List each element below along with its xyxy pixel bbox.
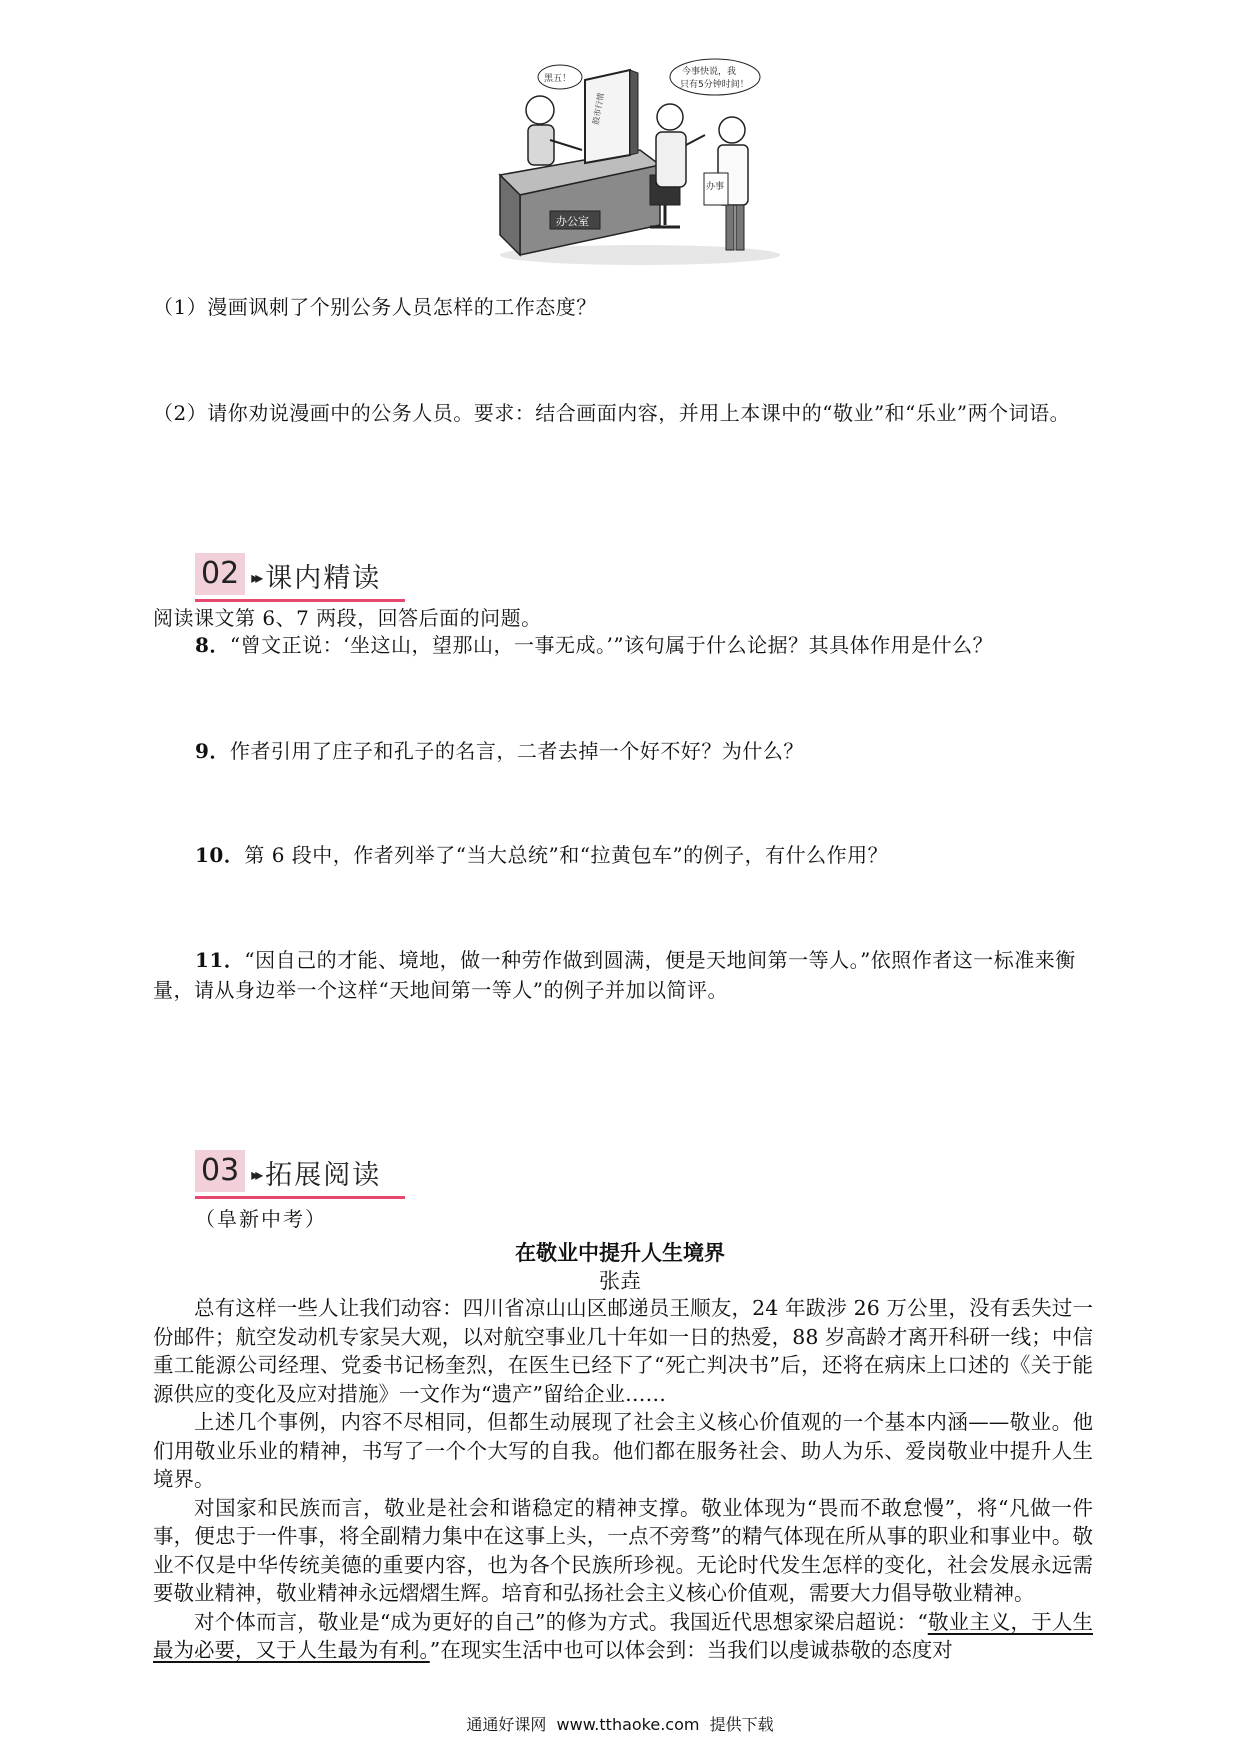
section-03-title: 拓展阅读 bbox=[265, 1160, 382, 1191]
article-body bbox=[153, 1294, 1093, 1665]
question-10 bbox=[195, 840, 1095, 870]
section-02-number: 02 bbox=[195, 553, 245, 595]
bubble-right-line2: 只有5分钟时间！ bbox=[680, 80, 749, 90]
section-02-header bbox=[195, 553, 405, 602]
question-9-text: 作者引用了庄子和孔子的名言，二者去掉一个好不好？为什么？ bbox=[229, 739, 804, 763]
question-2: （2）请你劝说漫画中的公务人员。要求：结合画面内容，并用上本课中的“敬业”和“乐业”两个词语。 bbox=[153, 401, 1071, 425]
arrow-icon: ▸▸ bbox=[251, 1165, 260, 1184]
question-10-number: 10． bbox=[195, 843, 245, 867]
bubble-right-line1: 今事快说，我 bbox=[682, 67, 737, 77]
question-9-number: 9． bbox=[195, 739, 230, 763]
liang-qichao-quote: 敬业主义，于人生最为必要，又于人生最为有利。 bbox=[153, 1609, 1093, 1662]
article-paragraph-3: 对国家和民族而言，敬业是社会和谐稳定的精神支撑。敬业体现为“畏而不敢怠慢”，将“凡做一件事，便忠于一件事，将全副精力集中在这事上头，一点不旁骛”的精气体现在所从事的职业和事业中。敬业不仅是中华传统美德的重要内容，也为各个民族所珍视。无论时代发生怎样的变化，社会发展永远需要敬业精神，敬业精神永远熠熠生辉。培育和弘扬社会主义核心价值观，需要大力倡导敬业精神。 bbox=[153, 1495, 1093, 1605]
cartoon-illustration bbox=[490, 55, 780, 270]
page-footer: 通通好课网 www.tthaoke.com 提供下载 bbox=[466, 1715, 774, 1734]
question-8-text: “曾文正说：‘坐这山，望那山，一事无成。’”该句属于什么论据？其具体作用是什么？ bbox=[229, 633, 994, 657]
screen-text: 股市行情 bbox=[591, 92, 606, 126]
section-03-number: 03 bbox=[195, 1150, 245, 1192]
question-11 bbox=[153, 945, 1098, 1005]
arrow-icon: ▸▸ bbox=[251, 568, 260, 587]
paper-label: 办事 bbox=[706, 182, 725, 192]
question-8 bbox=[195, 630, 1095, 660]
article-paragraph-4 bbox=[153, 1608, 1093, 1665]
paragraph-4-lead: 对个体而言，敬业是“成为更好的自己”的修为方式。我国近代思想家梁启超说：“ bbox=[194, 1609, 928, 1634]
section-02-intro: 阅读课文第 6、7 两段，回答后面的问题。 bbox=[153, 606, 542, 630]
section-02-title: 课内精读 bbox=[265, 563, 382, 594]
bubble-left-text: 黑五！ bbox=[544, 74, 572, 84]
question-11-number: 11． bbox=[195, 948, 245, 972]
source-note: （阜新中考） bbox=[195, 1207, 327, 1231]
question-9 bbox=[195, 736, 1095, 766]
section-03-header bbox=[195, 1150, 405, 1199]
question-8-number: 8． bbox=[195, 633, 230, 657]
question-10-text: 第 6 段中，作者列举了“当大总统”和“拉黄包车”的例子，有什么作用？ bbox=[244, 843, 889, 867]
paragraph-4-tail: ”在现实生活中也可以体会到：当我们以虔诚恭敬的态度对 bbox=[429, 1638, 953, 1662]
desk-label: 办公室 bbox=[556, 215, 589, 228]
article-author: 张垚 bbox=[599, 1269, 641, 1293]
question-11-text: “因自己的才能、境地，做一种劳作做到圆满，便是天地间第一等人。”依照作者这一标准来衡量，请从身边举一个这样“天地间第一等人”的例子并加以简评。 bbox=[153, 948, 1076, 1002]
article-paragraph-1: 总有这样一些人让我们动容：四川省凉山山区邮递员王顺友，24 年跋涉 26 万公里，没有丢失过一份邮件；航空发动机专家吴大观，以对航空事业几十年如一日的热爱，88 岁高龄才离开科研一线；中信重工能源公司经理、党委书记杨奎烈，在医生已经下了“死亡判决书”后，还将在病床上口述的《关于能源供应的变化及应对措施》一文作为“遗产”留给企业…… bbox=[153, 1296, 1093, 1406]
article-title: 在敬业中提升人生境界 bbox=[515, 1241, 725, 1265]
article-paragraph-2: 上述几个事例，内容不尽相同，但都生动展现了社会主义核心价值观的一个基本内涵——敬业。他们用敬业乐业的精神，书写了一个个大写的自我。他们都在服务社会、助人为乐、爱岗敬业中提升人生境界。 bbox=[153, 1410, 1093, 1491]
question-1: （1）漫画讽刺了个别公务人员怎样的工作态度？ bbox=[153, 295, 597, 319]
